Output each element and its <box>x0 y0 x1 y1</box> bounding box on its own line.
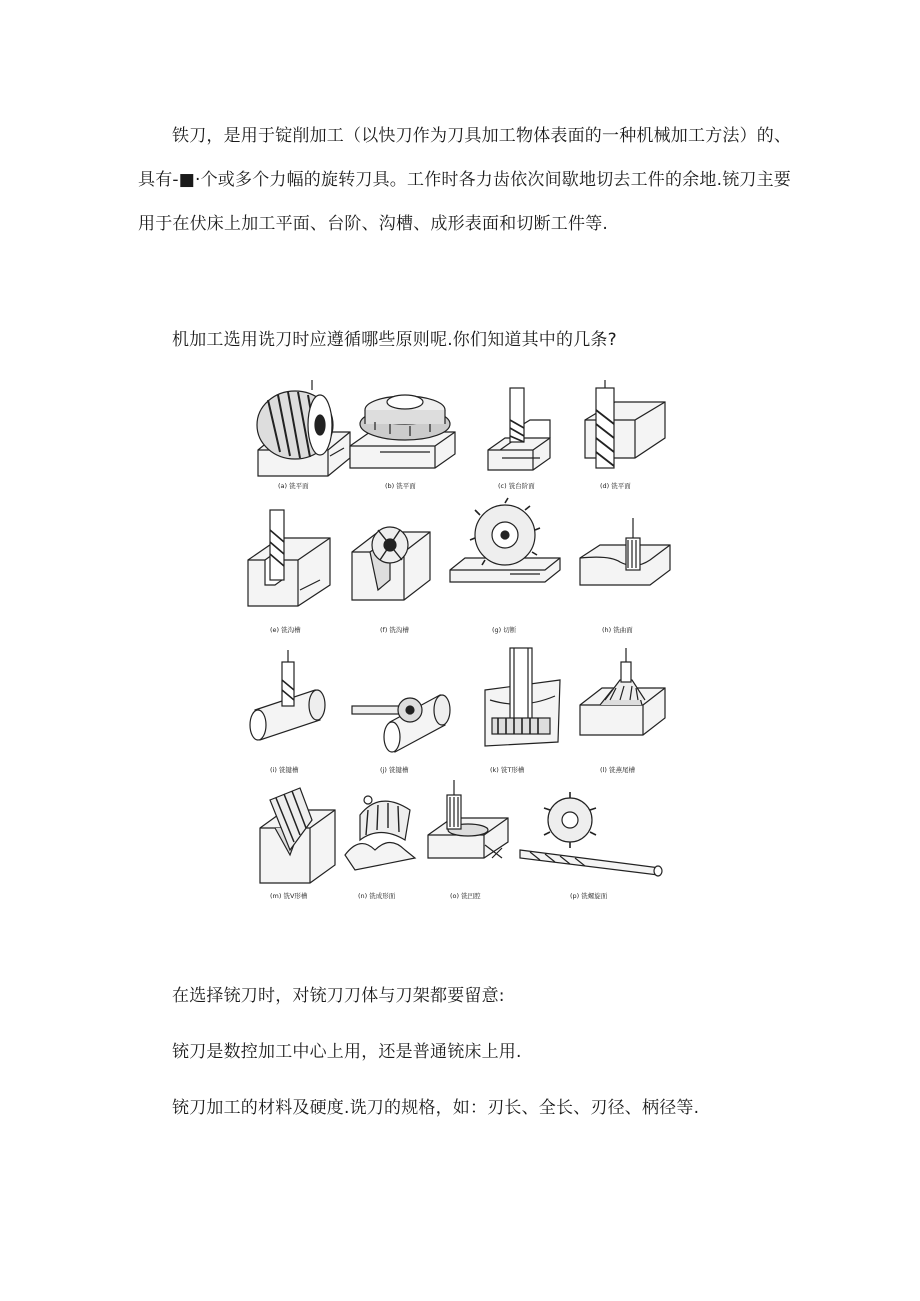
diagram-i <box>250 650 325 740</box>
question-paragraph: 机加工选用诜刀时应遵循哪些原则呢.你们知道其中的几条? <box>172 330 617 350</box>
diagram-c <box>488 388 550 470</box>
diagram-g <box>450 498 560 582</box>
diagram-l <box>580 648 665 735</box>
diagram-o <box>428 780 508 858</box>
machine-type-paragraph: 铳刀是数控加工中心上用，还是普通铳床上用. <box>172 1042 522 1062</box>
milling-operations-figure <box>240 380 680 905</box>
intro-paragraph <box>138 114 798 246</box>
caption-h: (h) 铣曲面 <box>602 626 633 634</box>
caption-i: (i) 铣键槽 <box>270 766 299 774</box>
caption-o: (o) 铣凹腔 <box>450 892 481 900</box>
caption-g: (g) 切断 <box>492 626 517 634</box>
caption-d: (d) 铣平面 <box>600 482 631 490</box>
caption-c: (c) 铣台阶面 <box>498 482 535 490</box>
diagram-f <box>352 527 430 600</box>
diagram-m <box>260 788 335 883</box>
caption-a: (a) 铣平面 <box>278 482 309 490</box>
caption-j: (j) 铣键槽 <box>380 766 409 774</box>
caption-l: (l) 铣燕尾槽 <box>600 766 635 774</box>
caption-k: (k) 铣T形槽 <box>490 766 525 774</box>
caption-p: (p) 铣螺旋面 <box>570 892 608 900</box>
caption-f: (f) 铣沟槽 <box>380 626 409 634</box>
diagram-b <box>350 395 455 468</box>
diagram-p <box>520 792 662 876</box>
diagram-d <box>585 380 665 468</box>
caption-e: (e) 铣沟槽 <box>270 626 301 634</box>
diagram-e <box>248 510 330 606</box>
diagram-j <box>352 695 450 752</box>
selection-paragraph: 在选择铳刀时，对铳刀刀体与刀架都要留意: <box>172 986 505 1006</box>
caption-n: (n) 铣成形面 <box>358 892 396 900</box>
caption-b: (b) 铣平面 <box>385 482 416 490</box>
material-spec-paragraph: 铳刀加工的材料及硬度.诜刀的规格，如：刃长、全长、刃径、柄径等. <box>172 1098 700 1118</box>
caption-m: (m) 铣V形槽 <box>270 892 308 900</box>
milling-diagram <box>240 380 680 905</box>
intro-text: 铁刀，是用于锭削加工（以快刀作为刀具加工物体表面的一种机械加工方法）的、具有-■·个或多个力幅的旋转刀具。工作时各力齿依次间歇地切去工件的余地.铳刀主要用于在伏床上加工平面、台阶、沟槽、成形表面和切断工件等. <box>138 126 792 234</box>
diagram-n <box>345 796 415 870</box>
diagram-h <box>580 518 670 585</box>
diagram-a <box>257 380 350 476</box>
diagram-k <box>485 648 560 746</box>
